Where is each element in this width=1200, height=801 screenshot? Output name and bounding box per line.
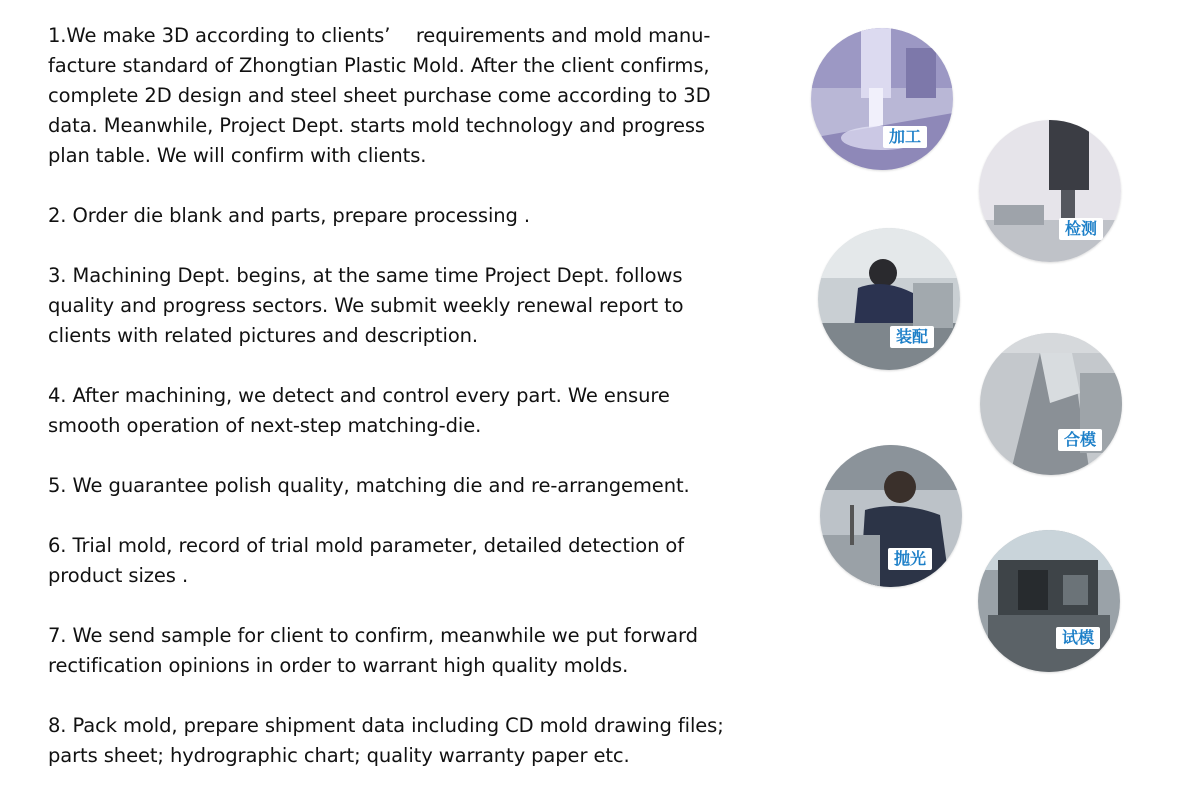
step-7: 7. We send sample for client to confirm, meanwhile we put forward rectification opinions in order to warrant high quality molds. (48, 624, 698, 677)
machining-label: 加工 (883, 126, 927, 148)
inspection-label: 检测 (1059, 218, 1103, 240)
step-6: 6. Trial mold, record of trial mold parameter, detailed detection of product sizes . (48, 534, 685, 587)
inspection-photo (979, 120, 1121, 262)
polishing-label: 抛光 (888, 548, 932, 570)
step-2: 2. Order die blank and parts, prepare processing . (48, 204, 530, 227)
assembly-label: 装配 (890, 326, 934, 348)
process-steps (48, 21, 728, 801)
mold-closing-photo (980, 333, 1122, 475)
machining-photo (811, 28, 953, 170)
trial-mold-label: 试模 (1056, 627, 1100, 649)
trial-mold-photo (978, 530, 1120, 672)
step-1: 1.We make 3D according to clients’ requirements and mold manu-facture standard of Zhongtian Plastic Mold. After the client confirms, complete 2D design and steel sheet purchase come according to 3D data. Meanwhile, Project Dept. starts mold technology and progress plan table. We will confirm with clients. (48, 24, 711, 167)
assembly-photo (818, 228, 960, 370)
step-3: 3. Machining Dept. begins, at the same time Project Dept. follows quality and progress sectors. We submit weekly renewal report to clients with related pictures and description. (48, 264, 684, 347)
polishing-photo (820, 445, 962, 587)
mold-closing-label: 合模 (1058, 429, 1102, 451)
step-4: 4. After machining, we detect and control every part. We ensure smooth operation of next-step matching-die. (48, 384, 670, 437)
step-5: 5. We guarantee polish quality, matching die and re-arrangement. (48, 474, 690, 497)
step-8: 8. Pack mold, prepare shipment data including CD mold drawing files; parts sheet; hydrographic chart; quality warranty paper etc. (48, 714, 724, 767)
